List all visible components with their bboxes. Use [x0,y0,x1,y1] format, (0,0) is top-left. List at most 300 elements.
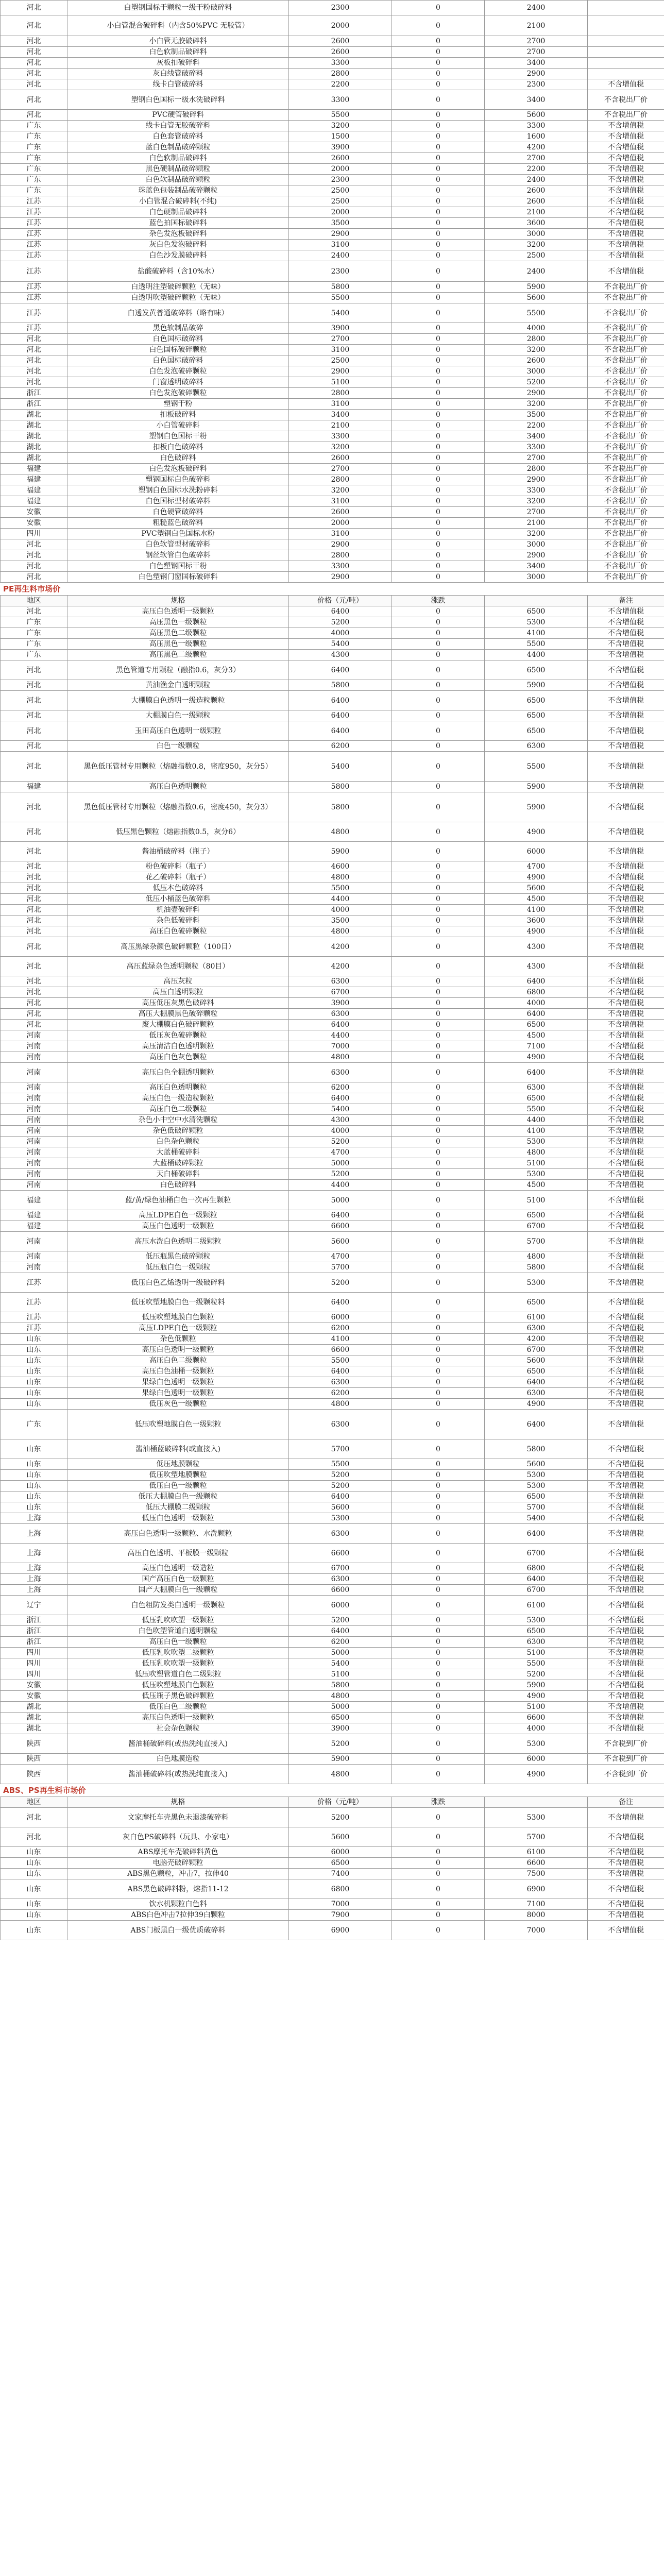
table-row [1,1544,664,1563]
table-row [1,628,664,639]
cell-spec: 塑钢白色国标干粉 [67,431,289,442]
cell-change: 0 [392,741,485,752]
cell-spec: 黑色管道专用颗粒（融指0.6，灰分3） [67,660,289,680]
cell-spec: 白色破碎料 [67,453,289,464]
cell-spec: ABS门板黑白一级优质破碎料 [67,1921,289,1940]
cell-change: 0 [392,420,485,431]
cell-change: 0 [392,561,485,572]
cell-price2: 6400 [485,976,588,987]
cell-change: 0 [392,1921,485,1940]
cell-note: 不含增值税 [588,1388,664,1399]
cell-change: 0 [392,1273,485,1293]
cell-price: 2000 [289,518,392,529]
cell-note: 不含增值税 [588,1921,664,1940]
cell-price: 5500 [289,293,392,303]
cell-change: 0 [392,1052,485,1063]
cell-spec: 白色软制品破碎料 [67,47,289,58]
cell-price: 6300 [289,1063,392,1082]
cell-price: 5200 [289,1137,392,1147]
cell-note: 不含增值税 [588,1492,664,1502]
price-table [0,1797,664,1940]
cell-note: 不含增值税 [588,1191,664,1210]
table-row [1,164,664,175]
cell-price: 6000 [289,1596,392,1615]
cell-region: 江苏 [1,218,67,229]
cell-note: 不含税出厂价 [588,293,664,303]
cell-price: 3500 [289,916,392,926]
cell-note: 不含增值税 [588,1323,664,1334]
cell-price: 3500 [289,218,392,229]
cell-note: 不含税出厂价 [588,572,664,583]
cell-price: 2500 [289,355,392,366]
cell-note [588,47,664,58]
cell-note: 不含增值税 [588,229,664,240]
cell-change: 0 [392,323,485,334]
cell-spec: 低压瓶白色一级颗粒 [67,1262,289,1273]
cell-spec: 扣板白色破碎料 [67,442,289,453]
cell-region: 福建 [1,1191,67,1210]
cell-change: 0 [392,1041,485,1052]
cell-price: 6600 [289,1221,392,1232]
table-row [1,1169,664,1180]
cell-note: 不含税到厂价 [588,1754,664,1765]
cell-price2: 6500 [485,710,588,721]
table-row [1,792,664,822]
table-row [1,229,664,240]
table-row [1,741,664,752]
cell-region: 广东 [1,185,67,196]
cell-change: 0 [392,937,485,957]
cell-region: 福建 [1,485,67,496]
cell-change: 0 [392,926,485,937]
cell-price2: 5100 [485,1702,588,1713]
cell-price: 5800 [289,680,392,691]
table-row [1,1869,664,1879]
table-row [1,1147,664,1158]
cell-region: 河北 [1,345,67,355]
cell-change: 0 [392,496,485,507]
header-spec: 规格 [67,1797,289,1808]
cell-note: 不含增值税 [588,1210,664,1221]
cell-change: 0 [392,229,485,240]
cell-note: 不含增值税 [588,916,664,926]
cell-note: 不含增值税 [588,842,664,861]
cell-change: 0 [392,453,485,464]
table-row [1,1858,664,1869]
cell-price: 4400 [289,1180,392,1191]
cell-note: 不含增值税 [588,1637,664,1648]
cell-region: 河北 [1,110,67,121]
cell-spec: 白色软管型材破碎料 [67,539,289,550]
cell-price: 5700 [289,1262,392,1273]
cell-price: 6800 [289,1879,392,1899]
cell-spec: 高压蓝绿杂色透明颗粒（80目） [67,957,289,976]
cell-change: 0 [392,1232,485,1251]
header-note: 备注 [588,1797,664,1808]
cell-price2: 5500 [485,1104,588,1115]
cell-price: 3200 [289,485,392,496]
table-row [1,1513,664,1524]
table-row [1,861,664,872]
cell-note: 不含增值税 [588,1232,664,1251]
cell-change: 0 [392,1388,485,1399]
cell-price: 2000 [289,15,392,36]
cell-spec: 小白管破碎料 [67,420,289,431]
cell-change: 0 [392,334,485,345]
cell-spec: 高压白色一级造粒颗粒 [67,1093,289,1104]
cell-note: 不含税出厂价 [588,334,664,345]
cell-price2: 2300 [485,79,588,90]
table-row [1,207,664,218]
cell-spec: 机油壶破碎料 [67,905,289,916]
cell-change: 0 [392,1082,485,1093]
cell-note: 不含增值税 [588,1312,664,1323]
cell-region: 山东 [1,1492,67,1502]
cell-region: 河北 [1,957,67,976]
cell-price: 2200 [289,79,392,90]
cell-price: 3100 [289,399,392,410]
cell-price: 1500 [289,131,392,142]
cell-change: 0 [392,1658,485,1669]
cell-price: 5800 [289,282,392,293]
cell-price: 5200 [289,1615,392,1626]
cell-change: 0 [392,377,485,388]
table-row [1,293,664,303]
cell-spec: 天白桶破碎料 [67,1169,289,1180]
cell-spec: 小白管无胶破碎料 [67,36,289,47]
cell-change: 0 [392,1104,485,1115]
cell-spec: 酱油桶蓝破碎料(或直接入) [67,1439,289,1459]
cell-price2: 5600 [485,1355,588,1366]
table-row [1,1334,664,1345]
cell-note: 不含增值税 [588,121,664,131]
cell-price: 6300 [289,1574,392,1585]
cell-spec: 塑钢干粉 [67,399,289,410]
cell-price: 4000 [289,1126,392,1137]
table-row [1,1137,664,1147]
cell-price2: 3200 [485,240,588,250]
cell-region: 河北 [1,334,67,345]
cell-change: 0 [392,47,485,58]
cell-note: 不含增值税 [588,1615,664,1626]
cell-region: 河北 [1,69,67,79]
cell-price: 2800 [289,69,392,79]
cell-price: 3900 [289,142,392,153]
cell-price2: 4100 [485,905,588,916]
cell-spec: 白色吹塑管道白透明颗粒 [67,1626,289,1637]
cell-price2: 6600 [485,1713,588,1723]
cell-change: 0 [392,1734,485,1754]
cell-note: 不含增值税 [588,861,664,872]
cell-note: 不含增值税 [588,1702,664,1713]
cell-spec: 低压瓶子黑色破碎颗粒 [67,1691,289,1702]
cell-price: 5200 [289,1734,392,1754]
table-row [1,1052,664,1063]
cell-region: 安徽 [1,1680,67,1691]
cell-price: 6600 [289,1585,392,1596]
cell-price: 6300 [289,1377,392,1388]
cell-region: 湖北 [1,1702,67,1713]
cell-region: 山东 [1,1355,67,1366]
table-row [1,175,664,185]
cell-region: 河北 [1,377,67,388]
cell-region: 河南 [1,1041,67,1052]
cell-price: 6000 [289,1312,392,1323]
table-row [1,1713,664,1723]
cell-region: 江苏 [1,293,67,303]
cell-spec: 白色地膜造粒 [67,1754,289,1765]
table-row [1,442,664,453]
cell-note: 不含增值税 [588,1596,664,1615]
cell-spec: 白色发泡破碎颗粒 [67,366,289,377]
cell-price: 5900 [289,842,392,861]
cell-region: 浙江 [1,388,67,399]
cell-price: 2000 [289,164,392,175]
cell-change: 0 [392,1323,485,1334]
cell-price2: 3000 [485,229,588,240]
cell-price2: 5900 [485,282,588,293]
cell-price2: 5600 [485,883,588,894]
cell-price: 6700 [289,987,392,998]
cell-region: 上海 [1,1544,67,1563]
cell-price: 2800 [289,550,392,561]
cell-spec: 灰白线管破碎料 [67,69,289,79]
cell-price: 6400 [289,1020,392,1030]
table-row [1,1041,664,1052]
table-row [1,47,664,58]
cell-price2: 2100 [485,207,588,218]
cell-spec: ABS白色冲击7拉伸39白颗粒 [67,1910,289,1921]
cell-note: 不含增值税 [588,792,664,822]
cell-spec: 高压白色破碎颗粒 [67,926,289,937]
table-row [1,218,664,229]
cell-price2: 6500 [485,1626,588,1637]
cell-spec: 高压白色透明颗粒 [67,1082,289,1093]
cell-change: 0 [392,250,485,261]
cell-change: 0 [392,153,485,164]
cell-note: 不含税出厂价 [588,550,664,561]
table-row [1,1754,664,1765]
cell-change: 0 [392,1596,485,1615]
table-row [1,388,664,399]
cell-change: 0 [392,1410,485,1439]
cell-note: 不含增值税 [588,905,664,916]
cell-spec: 白色粗防发类白透明一级颗粒 [67,1596,289,1615]
cell-change: 0 [392,1221,485,1232]
table-row [1,474,664,485]
cell-spec: 白透明吹塑破碎颗粒（无味） [67,293,289,303]
cell-price: 5700 [289,1439,392,1459]
cell-price: 4700 [289,1147,392,1158]
cell-spec: 大棚膜白色一级颗粒 [67,710,289,721]
cell-region: 山东 [1,1470,67,1481]
cell-change: 0 [392,1459,485,1470]
cell-price: 4800 [289,926,392,937]
cell-note: 不含增值税 [588,1658,664,1669]
cell-price2: 5700 [485,1232,588,1251]
cell-note [588,58,664,69]
cell-change: 0 [392,710,485,721]
cell-price2: 3500 [485,410,588,420]
cell-note: 不含增值税 [588,782,664,792]
cell-price: 6600 [289,1544,392,1563]
cell-price: 4800 [289,1691,392,1702]
cell-change: 0 [392,69,485,79]
cell-region: 河北 [1,90,67,110]
cell-price2: 5200 [485,1669,588,1680]
cell-change: 0 [392,1169,485,1180]
table-row [1,1691,664,1702]
cell-price: 6400 [289,721,392,741]
cell-spec: 白色套管破碎料 [67,131,289,142]
cell-price: 5600 [289,1232,392,1251]
cell-spec: 白色破碎料 [67,1180,289,1191]
table-row [1,453,664,464]
cell-spec: 文家摩托车壳黑色未退漆破碎料 [67,1808,289,1827]
cell-price: 5200 [289,617,392,628]
cell-price: 4300 [289,650,392,660]
cell-change: 0 [392,894,485,905]
cell-spec: 低压吹塑地膜白色一级颗粒 [67,1410,289,1439]
cell-price: 2300 [289,1,392,15]
cell-note: 不含增值税 [588,1009,664,1020]
cell-price2: 6700 [485,1544,588,1563]
cell-change: 0 [392,442,485,453]
cell-spec: 果绿白色透明一级颗粒 [67,1377,289,1388]
cell-spec: 黄油渔金白透明颗粒 [67,680,289,691]
cell-spec: 高压白色透明一级颗粒 [67,1713,289,1723]
cell-change: 0 [392,1648,485,1658]
cell-spec: 粗糙蓝色破碎料 [67,518,289,529]
cell-note: 不含税出厂价 [588,507,664,518]
cell-spec: 钢丝软管白色破碎料 [67,550,289,561]
table-row [1,1596,664,1615]
table-row [1,334,664,345]
cell-spec: 灰板扣破碎料 [67,58,289,69]
cell-region: 河北 [1,15,67,36]
table-row [1,1910,664,1921]
cell-note: 不含增值税 [588,894,664,905]
cell-change: 0 [392,1137,485,1147]
cell-spec: 低压吹塑管道白色二级颗粒 [67,1669,289,1680]
table-row [1,90,664,110]
cell-region: 河北 [1,561,67,572]
cell-spec: 低压乳吹吹塑二级颗粒 [67,1648,289,1658]
cell-price: 4800 [289,872,392,883]
cell-price: 5400 [289,639,392,650]
cell-note: 不含增值税 [588,1524,664,1544]
cell-spec: 白色杂色颗粒 [67,1137,289,1147]
cell-change: 0 [392,1754,485,1765]
cell-price2: 4500 [485,1180,588,1191]
cell-note: 不含增值税 [588,926,664,937]
cell-price: 2100 [289,420,392,431]
cell-price2: 5400 [485,1513,588,1524]
cell-region: 河北 [1,572,67,583]
cell-region: 广东 [1,164,67,175]
table-row [1,617,664,628]
cell-region: 山东 [1,1459,67,1470]
cell-region: 山东 [1,1899,67,1910]
cell-region: 山东 [1,1399,67,1410]
cell-spec: 高压LDPE白色一级颗粒 [67,1210,289,1221]
cell-price2: 4900 [485,1765,588,1784]
cell-price: 5000 [289,1648,392,1658]
table-row [1,1723,664,1734]
cell-price: 4300 [289,1115,392,1126]
cell-price2: 5800 [485,1262,588,1273]
cell-spec: PVC硬管破碎料 [67,110,289,121]
table-row [1,1009,664,1020]
cell-spec: 蓝/黄/绿色油桶白色一次再生颗粒 [67,1191,289,1210]
cell-price: 6200 [289,741,392,752]
cell-note: 不含增值税 [588,937,664,957]
cell-change: 0 [392,1910,485,1921]
cell-note: 不含增值税 [588,1899,664,1910]
table-row [1,1658,664,1669]
cell-price: 4800 [289,1399,392,1410]
cell-price2: 4900 [485,1691,588,1702]
table-row [1,1323,664,1334]
cell-spec: 高压水洗白色透明二级颗粒 [67,1232,289,1251]
table-row [1,1366,664,1377]
cell-price2: 6300 [485,1637,588,1648]
cell-price: 3100 [289,240,392,250]
cell-change: 0 [392,905,485,916]
cell-spec: 杂色低破碎颗粒 [67,1126,289,1137]
cell-note: 不含增值税 [588,1410,664,1439]
cell-region: 四川 [1,1669,67,1680]
cell-price2: 6900 [485,1879,588,1899]
cell-price: 7000 [289,1041,392,1052]
table-row [1,1,664,15]
cell-spec: 塑钢白色国标水洗粉碎料 [67,485,289,496]
cell-region: 山东 [1,1377,67,1388]
cell-change: 0 [392,1723,485,1734]
cell-price2: 2400 [485,175,588,185]
table-row [1,1410,664,1439]
cell-spec: 低压小桶蓝色破碎料 [67,894,289,905]
cell-spec: 大蓝桶破碎颗粒 [67,1158,289,1169]
cell-price2: 6500 [485,721,588,741]
cell-price: 2900 [289,572,392,583]
cell-change: 0 [392,550,485,561]
cell-price2: 3200 [485,529,588,539]
cell-spec: 白塑钢国标于颗粒一级干粉破碎料 [67,1,289,15]
cell-price2: 2500 [485,250,588,261]
table-row [1,131,664,142]
cell-region: 河北 [1,861,67,872]
table-row [1,842,664,861]
cell-price: 5400 [289,1104,392,1115]
cell-price: 6400 [289,1366,392,1377]
cell-note: 不含增值税 [588,1158,664,1169]
cell-spec: 小白管混合破碎料(不纯) [67,196,289,207]
cell-spec: 国产大棚膜白色一级颗粒 [67,1585,289,1596]
table-row [1,1669,664,1680]
header-price2 [485,1797,588,1808]
cell-change: 0 [392,1615,485,1626]
cell-price2: 5300 [485,1470,588,1481]
cell-spec: 低压本色破碎料 [67,883,289,894]
cell-price2: 6400 [485,1377,588,1388]
cell-region: 河北 [1,792,67,822]
cell-note: 不含增值税 [588,1669,664,1680]
cell-price2: 6600 [485,1858,588,1869]
cell-note: 不含增值税 [588,1481,664,1492]
cell-spec: 低压吹塑地膜颗粒 [67,1470,289,1481]
cell-price2: 4000 [485,1723,588,1734]
